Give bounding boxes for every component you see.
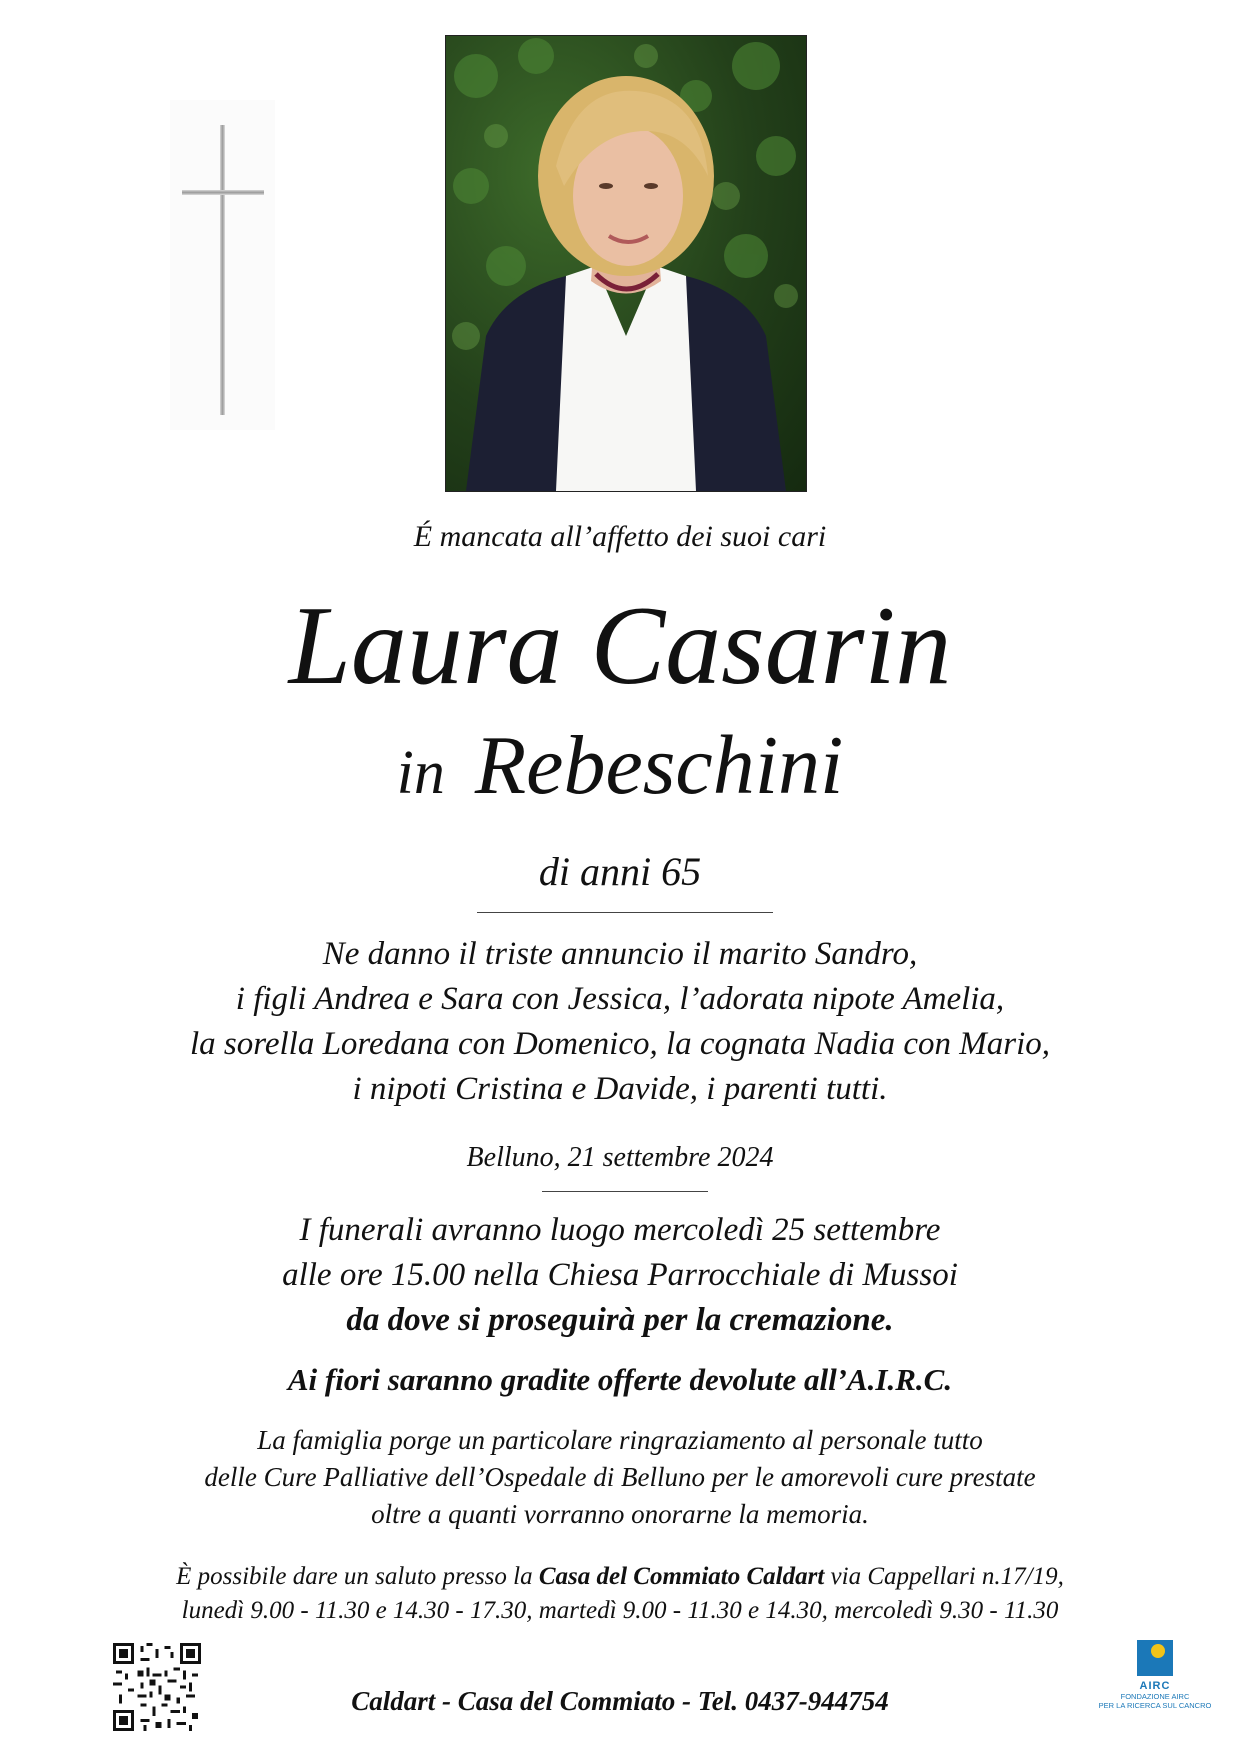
divider: [477, 912, 773, 913]
announcement-block: [0, 932, 1240, 1112]
visit-line: [0, 1560, 1240, 1594]
announcement-line: la sorella Loredana con Domenico, la cognata Nadia con Mario,: [189, 1026, 1051, 1062]
flowers-note: Ai fiori saranno gradite offerte devolute all’A.I.R.C.: [287, 1362, 953, 1397]
place-date: Belluno, 21 settembre 2024: [466, 1142, 774, 1173]
deceased-name: Laura Casarin: [288, 584, 952, 708]
funeral-line: I funerali avranno luogo mercoledì 25 settembre: [299, 1212, 941, 1248]
airc-subtitle: PER LA RICERCA SUL CANCRO: [1098, 1701, 1212, 1710]
thanks-block: [0, 1422, 1240, 1533]
footer-contact: Caldart - Casa del Commiato - Tel. 0437-944754: [351, 1686, 889, 1716]
visit-prefix: È possibile dare un saluto presso la: [176, 1563, 539, 1590]
announcement-line: i nipoti Cristina e Davide, i parenti tutti.: [352, 1071, 888, 1107]
name-prefix: in: [396, 739, 445, 807]
visit-place: Casa del Commiato Caldart: [538, 1563, 825, 1590]
visit-hours: lunedì 9.00 - 11.30 e 14.30 - 17.30, martedì 9.00 - 11.30 e 14.30, mercoledì 9.30 - 11.30: [181, 1597, 1059, 1624]
airc-logo: [1095, 1640, 1215, 1710]
funeral-info: [0, 1208, 1240, 1343]
age-line: di anni 65: [538, 849, 702, 894]
funeral-line-bold: da dove si proseguirà per la cremazione.: [346, 1302, 894, 1338]
airc-name: AIRC: [1139, 1680, 1171, 1692]
portrait-photo: [445, 35, 807, 492]
thanks-line: La famiglia porge un particolare ringraziamento al personale tutto: [257, 1425, 983, 1455]
married-name: [0, 720, 1240, 812]
announcement-line: Ne danno il triste annuncio il marito Sandro,: [322, 936, 918, 972]
airc-subtitle: FONDAZIONE AIRC: [1120, 1692, 1190, 1701]
visit-suffix: via Cappellari n.17/19,: [824, 1563, 1064, 1590]
divider: [542, 1191, 708, 1192]
airc-logo-icon: [1137, 1640, 1173, 1676]
thanks-line: oltre a quanti vorranno onorarne la memoria.: [371, 1499, 869, 1529]
thanks-line: delle Cure Palliative dell’Ospedale di Belluno per le amorevoli cure prestate: [204, 1462, 1036, 1492]
announcement-line: i figli Andrea e Sara con Jessica, l’adorata nipote Amelia,: [235, 981, 1005, 1017]
cross-icon: [170, 100, 275, 430]
cross-horizontal-bar: [182, 190, 264, 195]
funeral-line: alle ore 15.00 nella Chiesa Parrocchiale di Mussoi: [282, 1257, 958, 1293]
intro-line: É mancata all’affetto dei suoi cari: [413, 520, 827, 553]
cross-vertical-bar: [220, 125, 225, 415]
portrait-illustration: [446, 36, 806, 491]
married-surname: Rebeschini: [474, 719, 844, 812]
visit-info: [0, 1560, 1240, 1628]
